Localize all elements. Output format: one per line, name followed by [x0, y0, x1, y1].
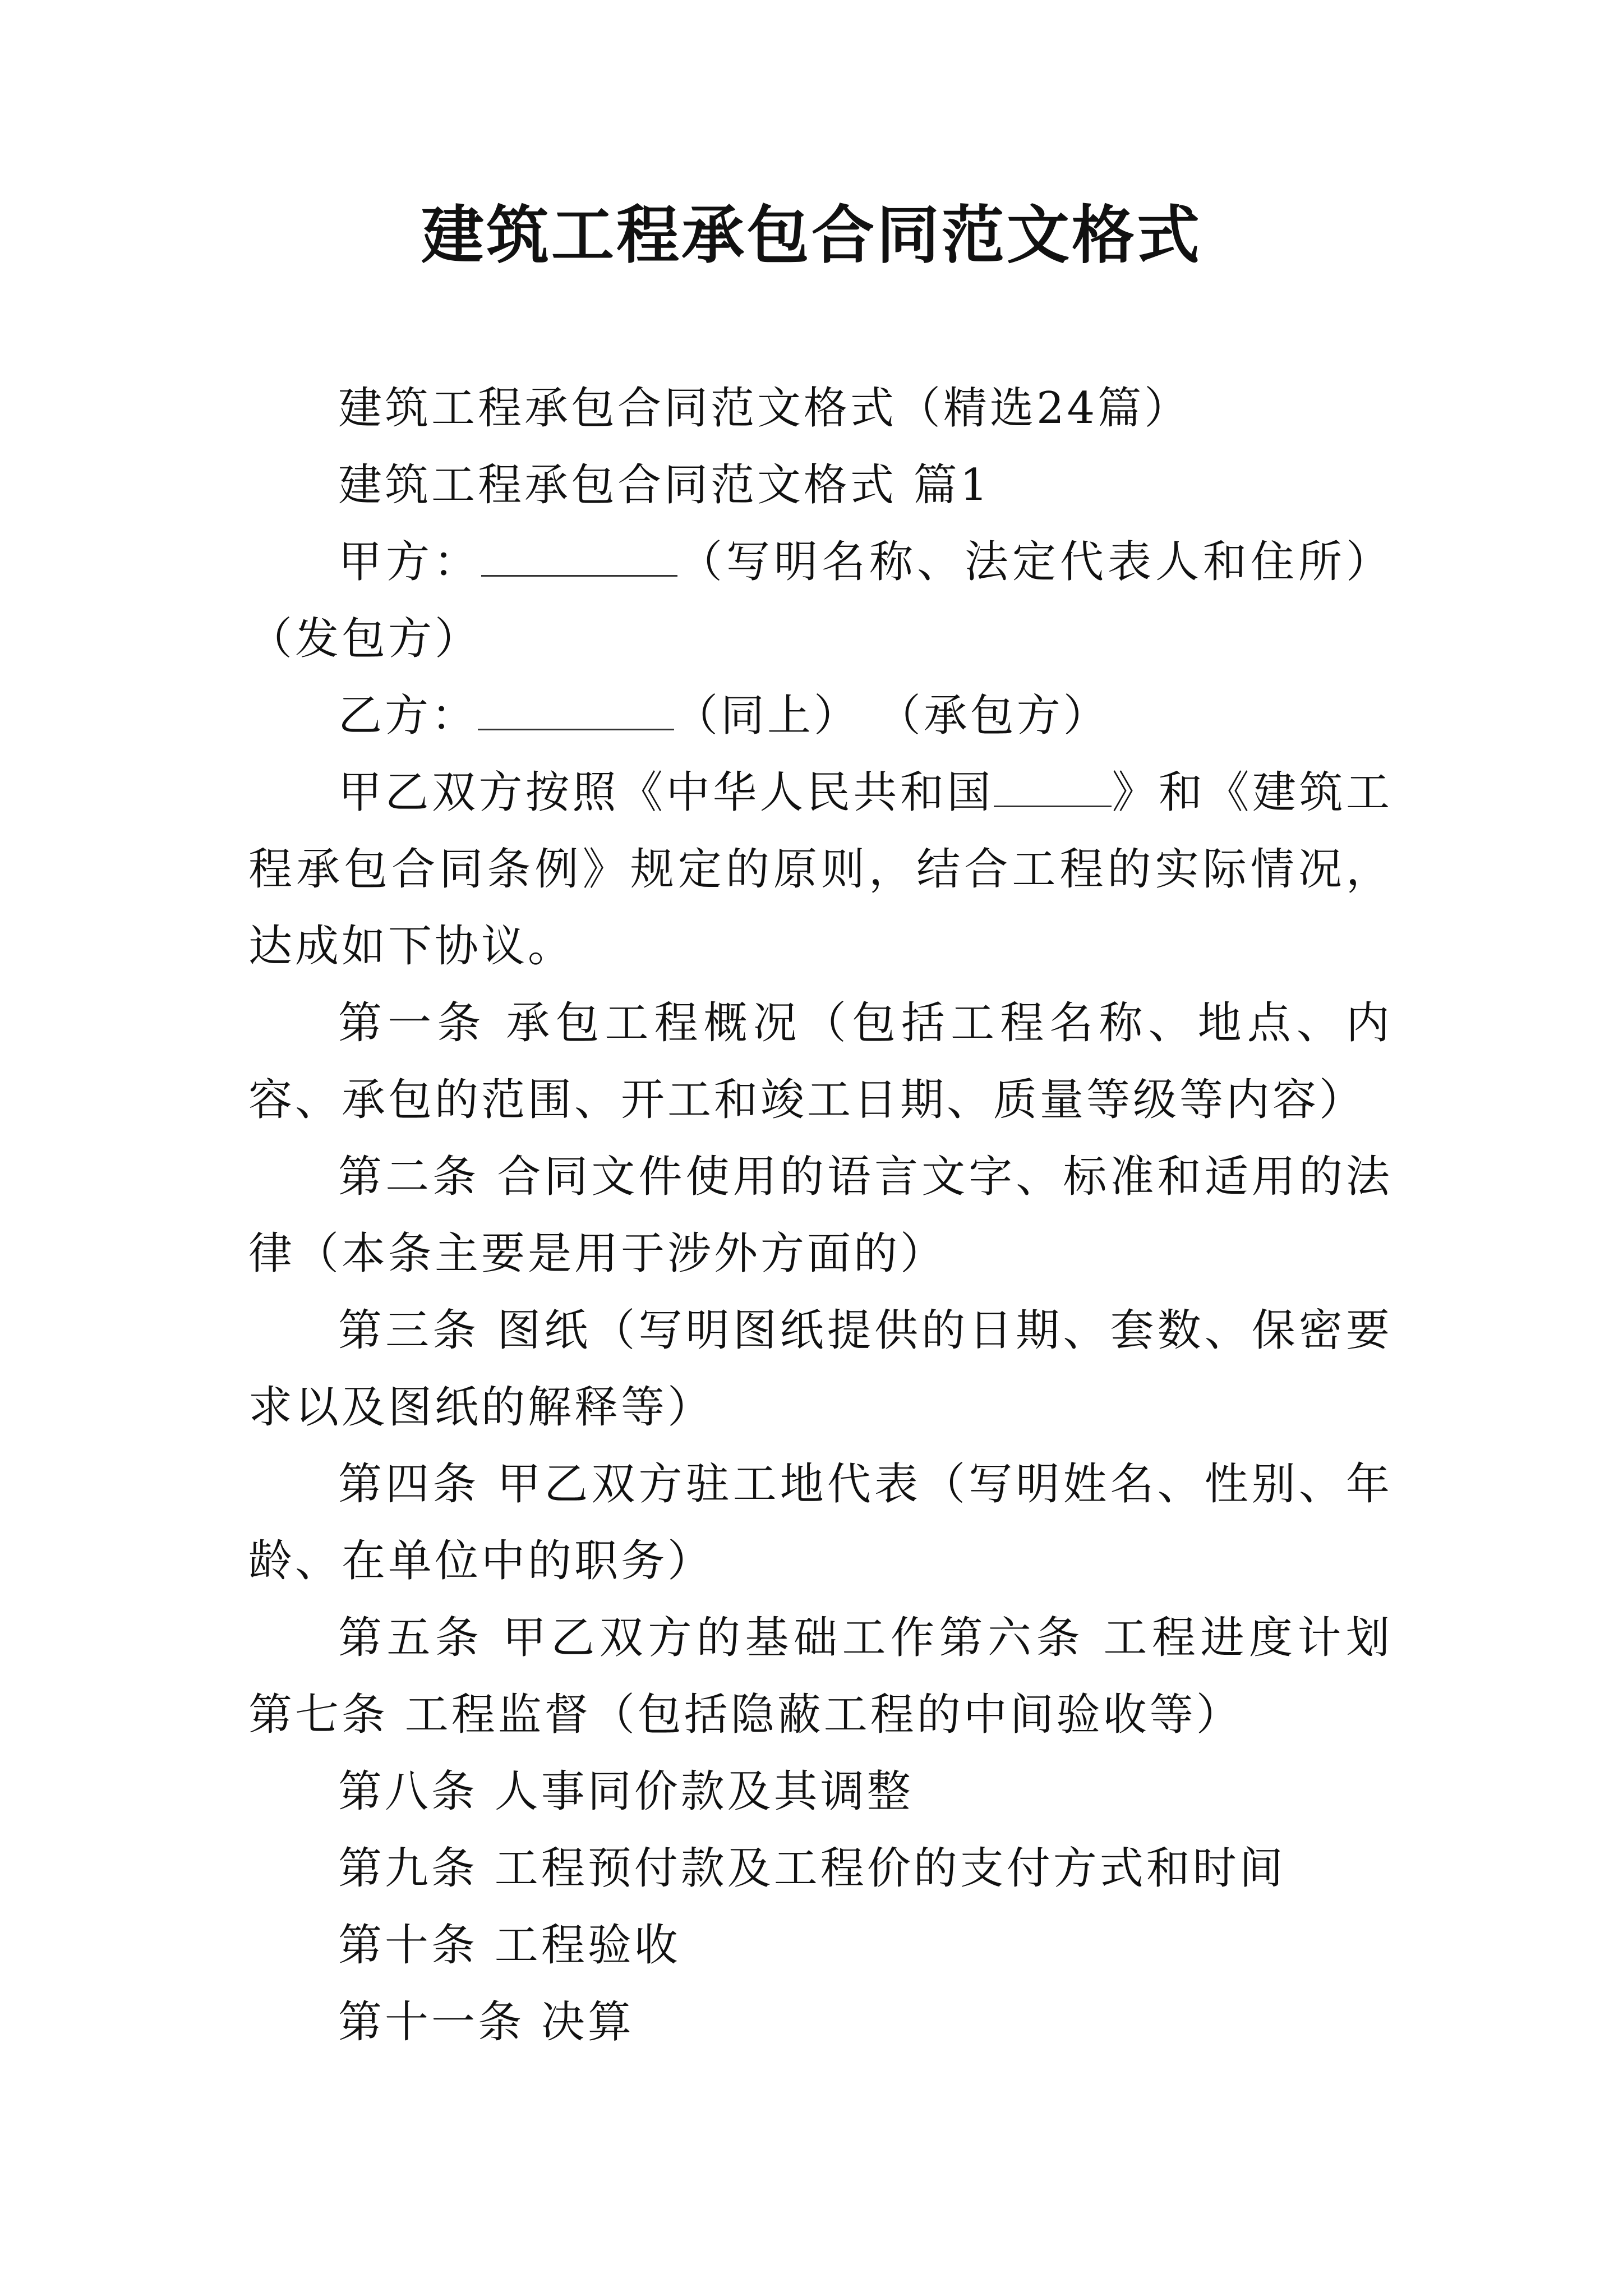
party-a-line [248, 524, 1393, 678]
article-paragraph: 第一条 承包工程概况（包括工程名称、地点、内容、承包的范围、开工和竣工日期、质量等级等内容） [248, 998, 1393, 1125]
party-b-line [248, 678, 1393, 754]
party-b-blank [478, 689, 674, 730]
article-paragraph: 第二条 合同文件使用的语言文字、标准和适用的法律（本条主要是用于涉外方面的） [248, 1152, 1393, 1279]
party-b-label: 乙方： [338, 691, 478, 741]
document-body [248, 370, 1393, 2061]
article-paragraph: 第九条 工程预付款及工程价的支付方式和时间 [338, 1843, 1286, 1894]
preamble-before-blank: 甲乙双方按照《中华人民共和国 [338, 767, 994, 818]
law-name-blank [994, 766, 1112, 807]
article-paragraph: 第十条 工程验收 [338, 1920, 681, 1971]
preamble-after-blank: 》和《建筑工程承包合同条例》规定的原则，结合工程的实际情况，达成如下协议。 [248, 767, 1393, 972]
article-paragraph: 第三条 图纸（写明图纸提供的日期、套数、保密要求以及图纸的解释等） [248, 1305, 1393, 1433]
section-heading: 建筑工程承包合同范文格式 篇1 [338, 460, 991, 510]
preamble-paragraph [248, 754, 1393, 985]
article-paragraph: 第五条 甲乙双方的基础工作第六条 工程进度计划第七条 工程监督（包括隐蔽工程的中间验收等） [248, 1613, 1393, 1740]
document-subtitle: 建筑工程承包合同范文格式（精选24篇） [338, 383, 1191, 434]
document-title: 建筑工程承包合同范文格式 [421, 199, 1202, 272]
party-a-blank [481, 536, 677, 577]
article-paragraph: 第四条 甲乙双方驻工地代表（写明姓名、性别、年龄、在单位中的职务） [248, 1459, 1393, 1586]
party-b-note: （同上） （承包方） [674, 691, 1110, 741]
article-paragraph: 第十一条 决算 [338, 1997, 634, 2047]
article-paragraph: 第八条 人事同价款及其调整 [338, 1766, 914, 1817]
party-a-label: 甲方： [338, 537, 481, 587]
party-a-note: （写明名称、法定代表人和住所）（发包方） [248, 537, 1393, 664]
